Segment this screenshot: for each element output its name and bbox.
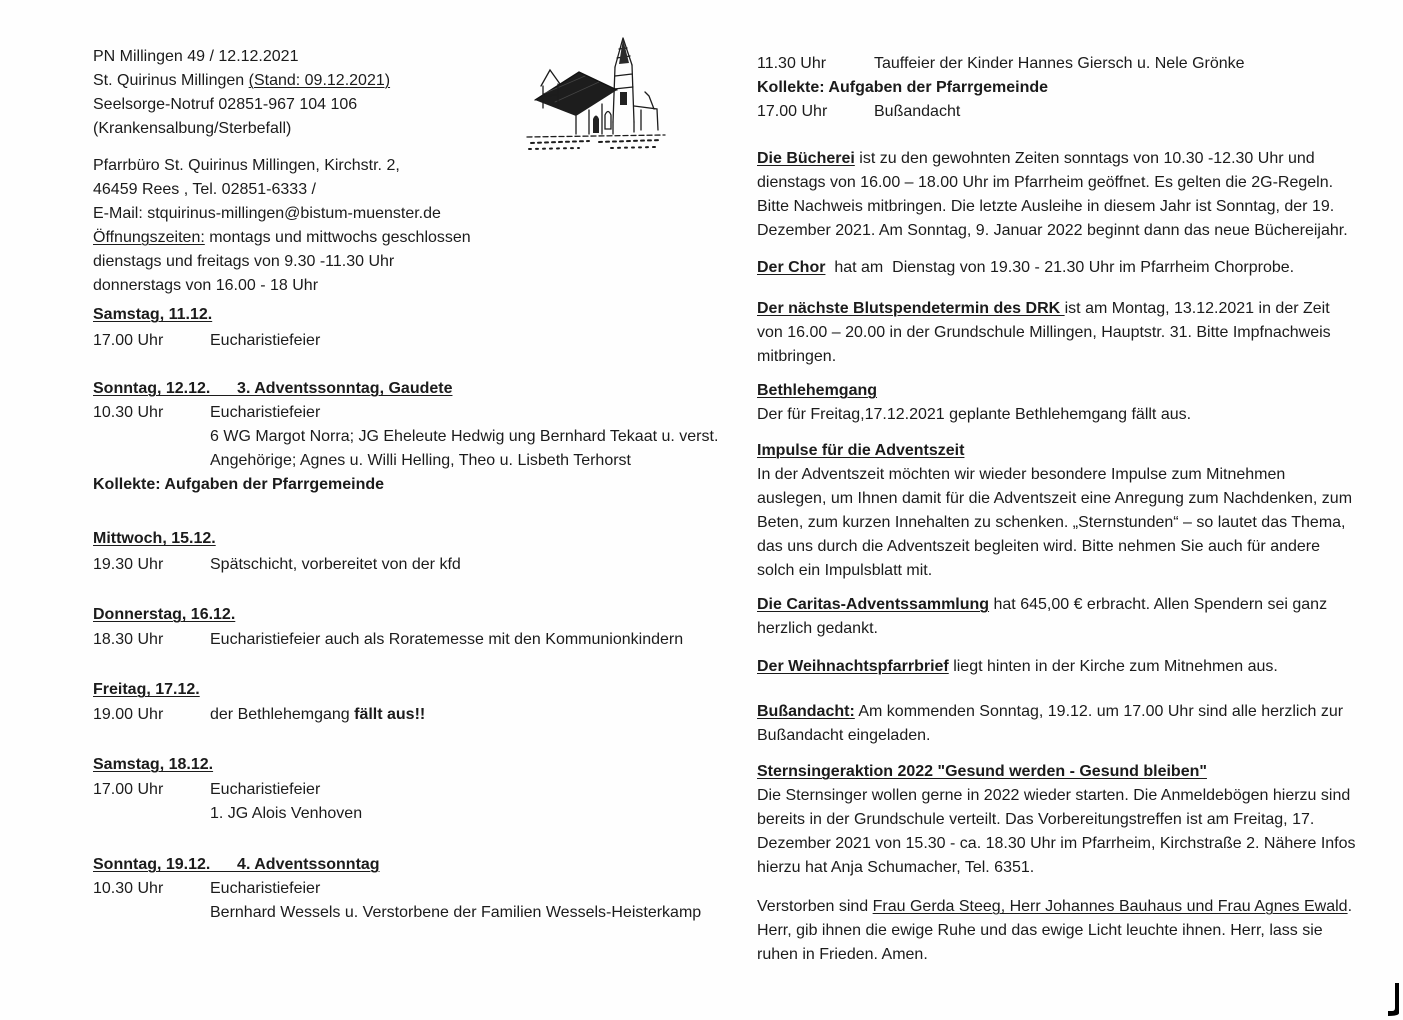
text-line [93, 69, 715, 93]
row-description [210, 553, 715, 577]
right-column [757, 52, 1357, 967]
text-line [93, 377, 715, 401]
service-row [93, 553, 715, 577]
row-description [210, 778, 715, 826]
notice-weihnachtspfarrbrief [757, 655, 1357, 679]
emphasized-text-run: Freitag, 17.12. [93, 681, 200, 698]
scan-artifact-mark [1383, 983, 1401, 1017]
text-line [210, 802, 715, 826]
service-row [93, 401, 719, 473]
service-row [93, 703, 715, 727]
emphasized-text-run: fällt aus!! [354, 706, 426, 723]
text-line [757, 76, 1357, 100]
day-heading-donnerstag-16-12 [93, 603, 715, 627]
text-line [210, 628, 715, 652]
day-heading-mittwoch-15-12 [93, 527, 715, 551]
text-run: hat 645,00 € erbracht. Allen Spendern sei ganz herzlich gedankt. [757, 596, 1328, 637]
emphasized-text-run: (Stand: 09.12.2021) [248, 72, 391, 89]
notice-caritas-adventssammlung [757, 593, 1357, 641]
kollekte-line [93, 473, 715, 497]
text-line [210, 901, 715, 925]
text-line [210, 553, 715, 577]
emphasized-text-run: Impulse für die Adventszeit [757, 442, 965, 459]
kollekte-line [757, 76, 1357, 100]
emphasized-text-run: Öffnungszeiten: [93, 229, 205, 246]
masthead [93, 45, 715, 141]
text-line [210, 449, 715, 473]
time-label: 17.00 Uhr [93, 332, 164, 349]
text-line [210, 778, 715, 802]
day-heading-samstag-18-12 [93, 753, 715, 777]
text-line [93, 473, 715, 497]
row-description [210, 877, 715, 925]
text-run: Die Sternsinger wollen gerne in 2022 wieder starten. Die Anmeldebögen hierzu sind bereits in der Grundschule verteilt. Das Vorbereitungstreffen ist am Freitag, 17. Dezember 2021 von 15.30 - ca. 18.30 Uhr im Pfarrheim, Kirchstraße 2. Nähere Infos hierzu hat Anja Schumacher, Tel. 6351. [757, 787, 1356, 876]
text-run: Eucharistiefeier [210, 781, 321, 798]
text-run: In der Adventszeit möchten wir wieder besondere Impulse zum Mitnehmen auslegen, um Ihnen damit für die Adventszeit eine Anregung zum Nachdenken, zum Beten, zum kurzen Innehalten zu schenken. „Sternstunden“ – so lautet das Thema, das uns durch die Adventszeit begleiten wird. Bitte nehmen Sie auch für andere solch ein Impulsblatt mit. [757, 466, 1353, 579]
row-description [210, 401, 719, 473]
text-run: Seelsorge-Notruf 02851-967 104 106 [93, 96, 358, 113]
text-run: ist zu den gewohnten Zeiten sonntags von 10.30 -12.30 Uhr und dienstags von 16.00 – 18.00 Uhr im Pfarrheim geöffnet. Es gelten die 2G-Regeln. Bitte Nachweis mitbringen. Die letzte Ausleihe in diesem Jahr ist Sonntag, der 19. Dezember 2021. Am Sonntag, 9. Januar 2022 beginnt dann das neue Büchereijahr. [757, 150, 1348, 239]
text-run: Bußandacht [874, 103, 961, 120]
text-line [210, 877, 715, 901]
emphasized-text-run: Der nächste Blutspendetermin des DRK [757, 300, 1065, 317]
row-description [874, 52, 1357, 76]
emphasized-text-run: Die Bücherei [757, 150, 855, 167]
emphasized-text-run: Die Caritas-Adventssammlung [757, 596, 990, 613]
text-run: montags und mittwochs geschlossen [204, 229, 471, 246]
text-line [93, 603, 715, 627]
text-line [757, 760, 1357, 784]
text-line [93, 117, 715, 141]
text-run: Bernhard Wessels u. Verstorbene der Familien Wessels-Heisterkamp [210, 904, 702, 921]
text-line [93, 753, 715, 777]
time-label: 19.30 Uhr [93, 556, 164, 573]
text-line [210, 703, 715, 727]
row-description [210, 329, 715, 353]
emphasized-text-run: Sonntag, 12.12. 3. Adventssonntag, Gaudete [93, 380, 453, 397]
time-label: 18.30 Uhr [93, 631, 164, 648]
text-line [210, 425, 719, 449]
service-row [93, 778, 715, 826]
emphasized-text-run: Samstag, 11.12. [93, 306, 213, 323]
emphasized-text-run: Donnerstag, 16.12. [93, 606, 236, 623]
text-run: donnerstags von 16.00 - 18 Uhr [93, 277, 319, 294]
service-row [757, 52, 1357, 76]
time-label: 17.00 Uhr [93, 781, 164, 798]
text-line [757, 379, 1357, 403]
text-run: der Bethlehemgang [210, 706, 355, 723]
service-row [757, 100, 1357, 124]
row-description [210, 703, 715, 727]
emphasized-text-run: Kollekte: Aufgaben der Pfarrgemeinde [93, 476, 385, 493]
row-description [210, 628, 715, 652]
service-row [93, 628, 715, 652]
text-line [93, 250, 715, 274]
text-run: dienstags und freitags von 9.30 -11.30 Uhr [93, 253, 395, 270]
text-run: 1. JG Alois Venhoven [210, 805, 363, 822]
day-heading-freitag-17-12 [93, 678, 715, 702]
emphasized-text-run: Kollekte: Aufgaben der Pfarrgemeinde [757, 79, 1049, 96]
emphasized-text-run: Bußandacht: [757, 703, 855, 720]
text-line [93, 678, 715, 702]
service-row [93, 877, 715, 925]
notice-sternsingeraktion [757, 784, 1357, 880]
text-line [93, 45, 715, 69]
text-run: . Herr, gib ihnen die ewige Ruhe und das ewige Licht leuchte ihnen. Herr, lass sie ruhen in Frieden. Amen. [757, 898, 1353, 963]
text-line [757, 403, 1357, 427]
text-run: Spätschicht, vorbereitet von der kfd [210, 556, 461, 573]
day-heading-samstag-11-12 [93, 303, 715, 327]
time-label: 17.00 Uhr [757, 103, 828, 120]
text-run: St. Quirinus Millingen [93, 72, 249, 89]
day-heading-sonntag-19-12 [93, 853, 715, 877]
emphasized-text-run: Der Chor [757, 259, 826, 276]
notice-chor [757, 256, 1357, 280]
text-run: PN Millingen 49 / 12.12.2021 [93, 48, 299, 65]
heading-impulse-adventszeit [757, 439, 1357, 463]
notice-impulse-adventszeit [757, 463, 1357, 583]
left-column [93, 45, 719, 925]
text-run: Angehörige; Agnes u. Willi Helling, Theo u. Lisbeth Terhorst [210, 452, 631, 469]
time-label: 10.30 Uhr [93, 404, 164, 421]
notice-verstorbene [757, 895, 1357, 967]
text-run: E-Mail: stquirinus-millingen@bistum-muenster.de [93, 205, 441, 222]
notice-buecherei [757, 147, 1357, 243]
text-line [874, 52, 1357, 76]
text-line [93, 853, 715, 877]
text-run: liegt hinten in der Kirche zum Mitnehmen aus. [948, 658, 1278, 675]
text-line [93, 154, 715, 178]
text-run: Am kommenden Sonntag, 19.12. um 17.00 Uhr sind alle herzlich zur Bußandacht eingeladen. [757, 703, 1344, 744]
text-run: hat am Dienstag von 19.30 - 21.30 Uhr im Pfarrheim Chorprobe. [825, 259, 1295, 276]
text-line [93, 274, 715, 298]
text-line [757, 439, 1357, 463]
text-run: 6 WG Margot Norra; JG Eheleute Hedwig ung Bernhard Tekaat u. verst. [210, 428, 719, 445]
parish-office-info [93, 154, 715, 298]
text-run: Verstorben sind [757, 898, 873, 915]
notice-bussandacht [757, 700, 1357, 748]
text-line [93, 303, 715, 327]
emphasized-text-run: Der Weihnachtspfarrbrief [757, 658, 949, 675]
day-heading-sonntag-12-12 [93, 377, 715, 401]
emphasized-text-run: Sonntag, 19.12. 4. Adventssonntag [93, 856, 380, 873]
text-line [93, 527, 715, 551]
text-line [93, 226, 715, 250]
emphasized-text-run: Samstag, 18.12. [93, 756, 214, 773]
text-line [210, 401, 715, 425]
text-run: Eucharistiefeier [210, 404, 321, 421]
notice-bethlehemgang [757, 379, 1357, 427]
time-label: 11.30 Uhr [757, 55, 827, 72]
text-line [210, 329, 715, 353]
service-row [93, 329, 715, 353]
text-run: Eucharistiefeier [210, 880, 321, 897]
row-description [874, 100, 1357, 124]
text-run: Der für Freitag,17.12.2021 geplante Bethlehemgang fällt aus. [757, 406, 1192, 423]
text-line [93, 178, 715, 202]
text-run: Eucharistiefeier [210, 332, 321, 349]
emphasized-text-run: Mittwoch, 15.12. [93, 530, 216, 547]
time-label: 10.30 Uhr [93, 880, 164, 897]
time-label: 19.00 Uhr [93, 706, 164, 723]
emphasized-text-run: Sternsingeraktion 2022 "Gesund werden - Gesund bleiben" [757, 763, 1207, 780]
text-line [874, 100, 1357, 124]
notice-blutspendetermin [757, 297, 1357, 369]
emphasized-text-run: Frau Gerda Steeg, Herr Johannes Bauhaus und Frau Agnes Ewald [872, 898, 1348, 915]
text-run: 46459 Rees , Tel. 02851-6333 / [93, 181, 316, 198]
text-line [93, 202, 715, 226]
text-run: (Krankensalbung/Sterbefall) [93, 120, 292, 137]
emphasized-text-run: Bethlehemgang [757, 382, 878, 399]
text-run: Tauffeier der Kinder Hannes Giersch u. Nele Grönke [874, 55, 1245, 72]
text-line [93, 93, 715, 117]
text-run: Eucharistiefeier auch als Roratemesse mit den Kommunionkindern [210, 631, 684, 648]
heading-sternsingeraktion [757, 760, 1357, 784]
text-run: Pfarrbüro St. Quirinus Millingen, Kirchstr. 2, [93, 157, 400, 174]
text-run: ist am Montag, 13.12.2021 in der Zeit von 16.00 – 20.00 in der Grundschule Millingen, Hauptstr. 31. Bitte Impfnachweis mitbringen. [757, 300, 1331, 365]
